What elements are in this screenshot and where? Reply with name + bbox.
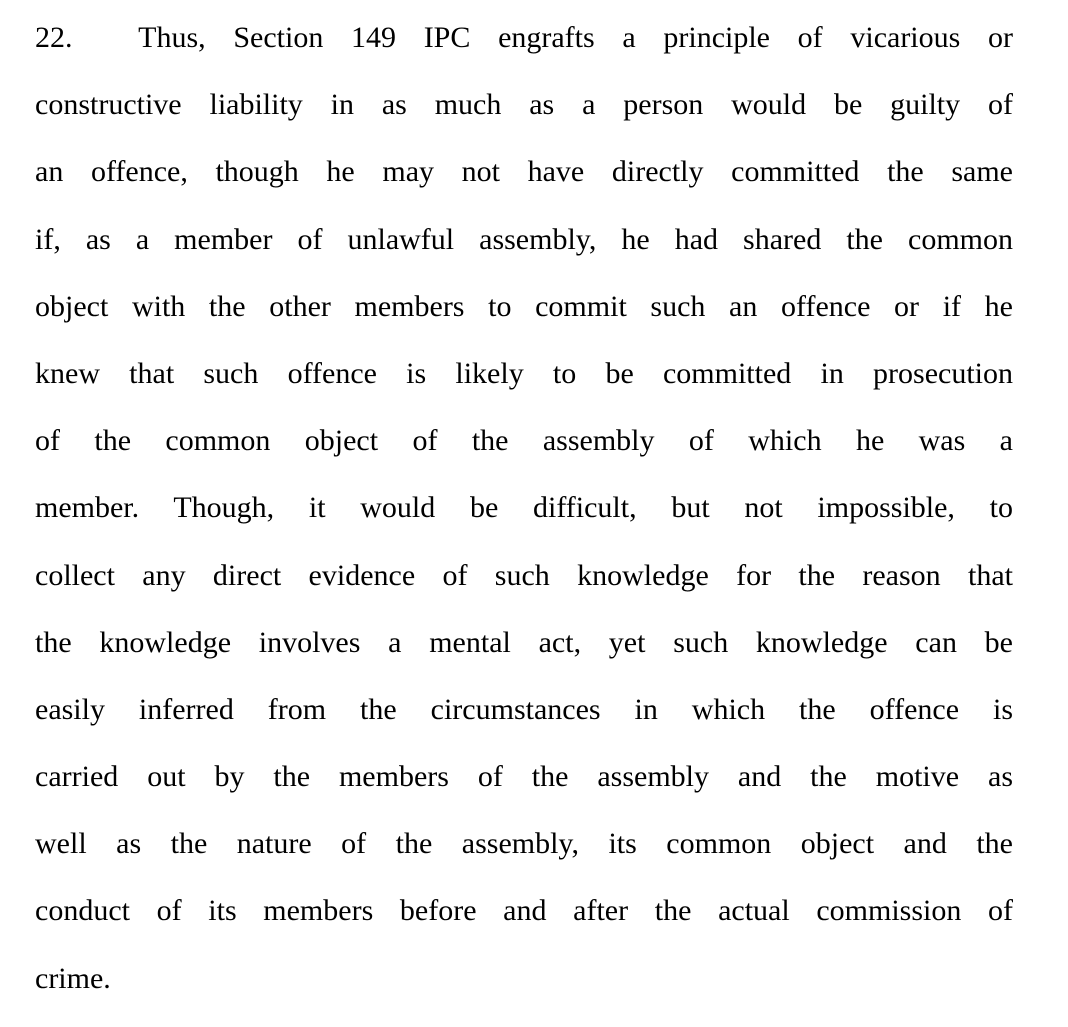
text-line: object with the other members to commit such an offence or if he <box>35 289 1013 323</box>
text-line: the knowledge involves a mental act, yet such knowledge can be <box>35 625 1013 659</box>
text-line-content: Thus, Section 149 IPC engrafts a principle of vicarious or <box>138 21 1013 54</box>
text-line: if, as a member of unlawful assembly, he had shared the common <box>35 222 1013 256</box>
paragraph-22 <box>35 4 1013 1012</box>
text-line: easily inferred from the circumstances in which the offence is <box>35 692 1013 726</box>
text-line: constructive liability in as much as a person would be guilty of <box>35 88 1013 122</box>
text-line: crime. <box>35 961 111 995</box>
paragraph-number: 22. <box>35 21 73 54</box>
text-line: knew that such offence is likely to be committed in prosecution <box>35 356 1013 390</box>
text-line: of the common object of the assembly of which he was a <box>35 424 1013 458</box>
text-line: collect any direct evidence of such knowledge for the reason that <box>35 558 1013 592</box>
text-line: well as the nature of the assembly, its common object and the <box>35 827 1013 861</box>
text-line: conduct of its members before and after the actual commission of <box>35 894 1013 928</box>
text-line: an offence, though he may not have directly committed the same <box>35 155 1013 189</box>
text-line: carried out by the members of the assembly and the motive as <box>35 760 1013 794</box>
text-line <box>35 4 1013 71</box>
text-line: member. Though, it would be difficult, but not impossible, to <box>35 491 1013 525</box>
